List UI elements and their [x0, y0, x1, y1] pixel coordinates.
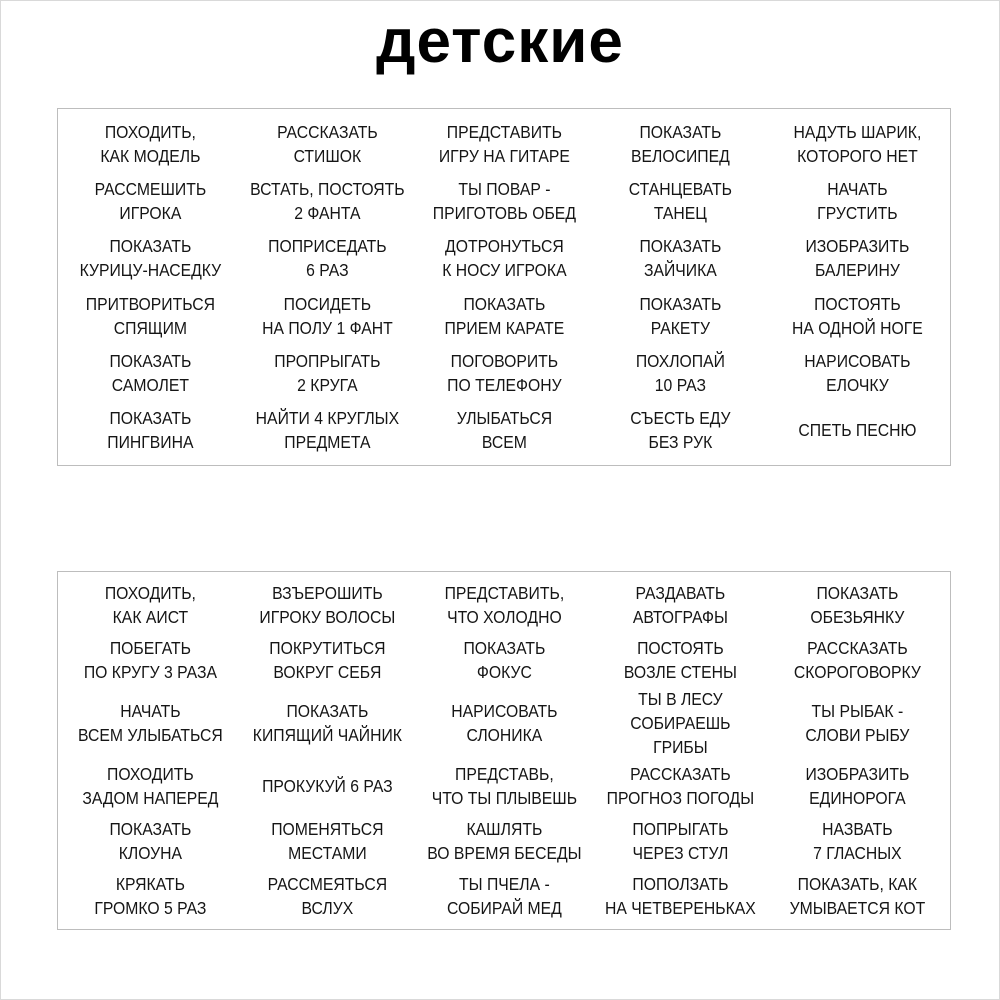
- forfeit-card: ПРЕДСТАВИТЬ ИГРУ НА ГИТАРЕ: [438, 121, 570, 166]
- forfeit-card: НАЧАТЬ ГРУСТИТЬ: [817, 178, 898, 223]
- forfeit-card: КРЯКАТЬ ГРОМКО 5 РАЗ: [94, 873, 207, 918]
- forfeit-card: СЪЕСТЬ ЕДУ БЕЗ РУК: [630, 408, 731, 453]
- forfeit-card: РАССКАЗАТЬ СТИШОК: [276, 121, 378, 166]
- forfeit-sheet-1: [57, 108, 951, 466]
- forfeit-card: ПОКАЗАТЬ ЗАЙЧИКА: [639, 236, 722, 281]
- forfeit-card: НАРИСОВАТЬ СЛОНИКА: [450, 701, 558, 746]
- forfeit-card: ПОКАЗАТЬ ПИНГВИНА: [107, 408, 194, 453]
- forfeit-card: ПОХОДИТЬ, КАК АИСТ: [104, 583, 196, 628]
- forfeit-card: ПОСТОЯТЬ НА ОДНОЙ НОГЕ: [792, 293, 923, 338]
- forfeit-card: ПОКАЗАТЬ ПРИЕМ КАРАТЕ: [444, 293, 564, 338]
- forfeit-card: ПОКАЗАТЬ РАКЕТУ: [639, 293, 722, 338]
- forfeit-card: СПЕТЬ ПЕСНЮ: [798, 420, 917, 441]
- forfeit-card: ПОКАЗАТЬ КЛОУНА: [109, 819, 192, 864]
- forfeit-card: ПРОКУКУЙ 6 РАЗ: [261, 776, 393, 797]
- forfeit-card: ПОПОЛЗАТЬ НА ЧЕТВЕРЕНЬКАХ: [605, 873, 757, 918]
- forfeit-card: ПОКАЗАТЬ САМОЛЕТ: [109, 350, 192, 395]
- forfeit-card: ПРОПРЫГАТЬ 2 КРУГА: [274, 350, 381, 395]
- forfeit-sheet-2: [57, 571, 951, 930]
- forfeit-card: ПОГОВОРИТЬ ПО ТЕЛЕФОНУ: [446, 350, 562, 395]
- forfeit-card: ТЫ ПОВАР - ПРИГОТОВЬ ОБЕД: [432, 178, 576, 223]
- forfeit-card: РАЗДАВАТЬ АВТОГРАФЫ: [633, 583, 729, 628]
- forfeit-card: НАЧАТЬ ВСЕМ УЛЫБАТЬСЯ: [78, 701, 223, 746]
- forfeit-card: ПРЕДСТАВЬ, ЧТО ТЫ ПЛЫВЕШЬ: [431, 764, 577, 809]
- forfeit-card: ТЫ РЫБАК - СЛОВИ РЫБУ: [805, 701, 910, 746]
- forfeit-card: НАЙТИ 4 КРУГЛЫХ ПРЕДМЕТА: [255, 408, 399, 453]
- forfeit-card: ПОХОДИТЬ, КАК МОДЕЛЬ: [100, 121, 201, 166]
- page-title: детские: [376, 7, 624, 76]
- forfeit-card: ПОСТОЯТЬ ВОЗЛЕ СТЕНЫ: [624, 637, 738, 682]
- forfeit-card: ПОБЕГАТЬ ПО КРУГУ 3 РАЗА: [83, 637, 217, 682]
- forfeit-card: ПОКАЗАТЬ КУРИЦУ-НАСЕДКУ: [79, 236, 222, 281]
- forfeit-card: ИЗОБРАЗИТЬ ЕДИНОРОГА: [805, 764, 910, 809]
- forfeit-card: ПОПРИСЕДАТЬ 6 РАЗ: [267, 236, 387, 281]
- forfeit-card: ПОКАЗАТЬ ВЕЛОСИПЕД: [631, 121, 731, 166]
- forfeit-card: ПОСИДЕТЬ НА ПОЛУ 1 ФАНТ: [261, 293, 393, 338]
- forfeit-card: КАШЛЯТЬ ВО ВРЕМЯ БЕСЕДЫ: [426, 819, 582, 864]
- forfeit-card: НАЗВАТЬ 7 ГЛАСНЫХ: [813, 819, 902, 864]
- forfeit-card: УЛЫБАТЬСЯ ВСЕМ: [456, 408, 552, 453]
- forfeit-card: НАДУТЬ ШАРИК, КОТОРОГО НЕТ: [793, 121, 922, 166]
- forfeit-card: ПОКАЗАТЬ КИПЯЩИЙ ЧАЙНИК: [252, 701, 402, 746]
- forfeit-card: ВСТАТЬ, ПОСТОЯТЬ 2 ФАНТА: [249, 178, 405, 223]
- forfeit-card: НАРИСОВАТЬ ЕЛОЧКУ: [804, 350, 911, 395]
- forfeit-card: РАССКАЗАТЬ ПРОГНОЗ ПОГОДЫ: [607, 764, 755, 809]
- forfeit-card: ПОКАЗАТЬ ФОКУС: [463, 637, 545, 682]
- forfeit-card: ВЗЪЕРОШИТЬ ИГРОКУ ВОЛОСЫ: [259, 583, 396, 628]
- forfeit-card: ПОКАЗАТЬ, КАК УМЫВАЕТСЯ КОТ: [789, 873, 926, 918]
- forfeit-card: СТАНЦЕВАТЬ ТАНЕЦ: [629, 178, 733, 223]
- forfeit-card: ПОКАЗАТЬ ОБЕЗЬЯНКУ: [810, 583, 905, 628]
- forfeit-card: ТЫ ПЧЕЛА - СОБИРАЙ МЕД: [446, 873, 562, 918]
- forfeit-card: ИЗОБРАЗИТЬ БАЛЕРИНУ: [805, 236, 910, 281]
- forfeit-card: ПОМЕНЯТЬСЯ МЕСТАМИ: [271, 819, 384, 864]
- forfeit-card: ПОКРУТИТЬСЯ ВОКРУГ СЕБЯ: [269, 637, 386, 682]
- forfeit-card: РАССМЕШИТЬ ИГРОКА: [94, 178, 207, 223]
- forfeit-card: ТЫ В ЛЕСУ СОБИРАЕШЬ ГРИБЫ: [630, 689, 731, 758]
- forfeit-card: РАССМЕЯТЬСЯ ВСЛУХ: [267, 873, 387, 918]
- forfeit-card: ПОХЛОПАЙ 10 РАЗ: [636, 350, 726, 395]
- forfeit-card: ПОХОДИТЬ ЗАДОМ НАПЕРЕД: [82, 764, 219, 809]
- forfeit-card: ПОПРЫГАТЬ ЧЕРЕЗ СТУЛ: [632, 819, 729, 864]
- forfeit-card: РАССКАЗАТЬ СКОРОГОВОРКУ: [794, 637, 922, 682]
- forfeit-card: ДОТРОНУТЬСЯ К НОСУ ИГРОКА: [441, 236, 567, 281]
- forfeit-card: ПРИТВОРИТЬСЯ СПЯЩИМ: [85, 293, 215, 338]
- forfeit-card: ПРЕДСТАВИТЬ, ЧТО ХОЛОДНО: [444, 583, 564, 628]
